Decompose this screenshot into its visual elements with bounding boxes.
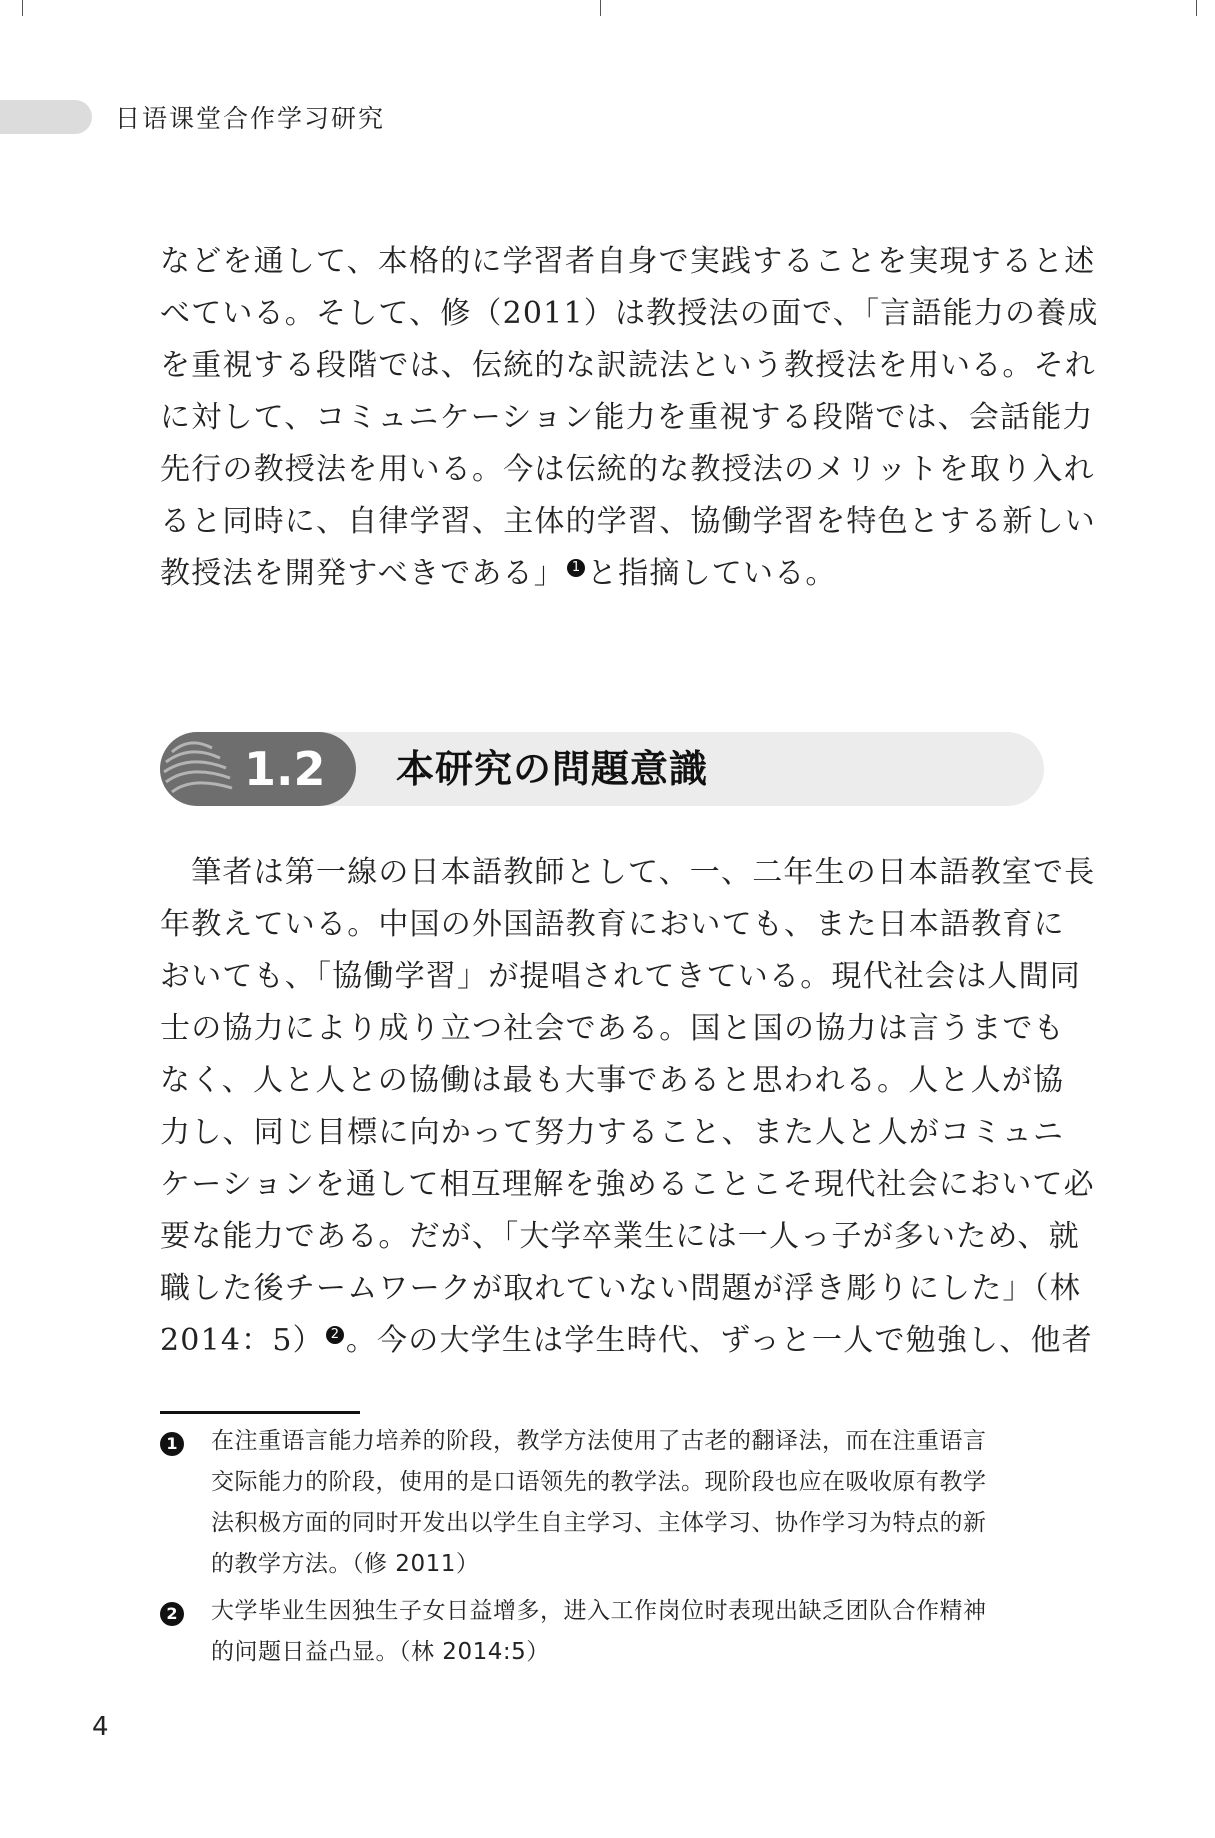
- text-line: ケーションを通して相互理解を強めることこそ現代社会において必: [160, 1167, 1095, 1202]
- text-fragment: 。今の大学生は学生時代、ずっと一人で勉強し、他者: [345, 1323, 1093, 1358]
- page-number: 4: [92, 1712, 109, 1742]
- text-line: 年教えている。中国の外国語教育においても、また日本語教育に: [160, 907, 1065, 942]
- section-title: 本研究の問題意識: [396, 747, 709, 791]
- text-line: 先行の教授法を用いる。今は伝統的な教授法のメリットを取り入れ: [160, 452, 1095, 487]
- footnote-line: 的教学方法。（修 2011）: [211, 1551, 480, 1577]
- text-line: 力し、同じ目標に向かって努力すること、また人と人がコミュニ: [160, 1115, 1065, 1150]
- text-fragment: 2014：5）: [160, 1323, 324, 1358]
- footnote-line: 大学毕业生因独生子女日益增多，进入工作岗位时表现出缺乏团队合作精神: [211, 1598, 987, 1624]
- footnote-divider: [160, 1411, 360, 1414]
- section-number: 1.2: [244, 742, 326, 796]
- wave-ornament-icon: [160, 732, 250, 806]
- text-line: [160, 1315, 1093, 1367]
- paragraph-2: [160, 847, 1096, 1367]
- text-fragment: と指摘している。: [587, 556, 837, 591]
- text-line: 要な能力である。だが、「大学卒業生には一人っ子が多いため、就: [160, 1219, 1080, 1254]
- crop-mark-left: [22, 0, 23, 16]
- footnote-reference-2[interactable]: 2: [326, 1326, 344, 1344]
- footnote-line: 交际能力的阶段，使用的是口语领先的教学法。现阶段也应在吸收原有教学: [211, 1469, 987, 1495]
- text-line: 筆者は第一線の日本語教師として、一、二年生の日本語教室で長: [160, 855, 1096, 890]
- footnote-text: [211, 1591, 1044, 1673]
- text-line: を重視する段階では、伝統的な訳読法という教授法を用いる。それ: [160, 348, 1096, 383]
- footnote-reference-1[interactable]: 1: [567, 559, 585, 577]
- text-line: 士の協力により成り立つ社会である。国と国の協力は言うまでも: [160, 1011, 1065, 1046]
- text-line: などを通して、本格的に学習者自身で実践することを実現すると述: [160, 244, 1096, 279]
- text-line: 職した後チームワークが取れていない問題が浮き彫りにした」（林: [160, 1271, 1081, 1306]
- footnote-line: 法积极方面的同时开发出以学生自主学习、主体学习、协作学习为特点的新: [211, 1510, 987, 1536]
- footnote-line: 在注重语言能力培养的阶段，教学方法使用了古老的翻译法，而在注重语言: [211, 1428, 987, 1454]
- footnote-line: 的问题日益凸显。（林 2014:5）: [211, 1639, 550, 1665]
- paragraph-1: [160, 236, 1099, 600]
- text-line: ると同時に、自律学習、主体的学習、協働学習を特色とする新しい: [160, 504, 1096, 539]
- text-fragment: 教授法を開発すべきである」: [160, 556, 565, 591]
- text-line: おいても、「協働学習」が提唱されてきている。現代社会は人間同: [160, 959, 1081, 994]
- footnote-text: [211, 1421, 1044, 1585]
- crop-mark-center: [600, 0, 601, 16]
- text-line: べている。そして、修（2011）は教授法の面で、「言語能力の養成: [160, 296, 1099, 331]
- text-line: なく、人と人との協働は最も大事であると思われる。人と人が協: [160, 1063, 1065, 1098]
- footnote-marker: 2: [160, 1602, 184, 1626]
- running-head-tab: [0, 100, 92, 134]
- section-number-badge: [160, 732, 356, 806]
- text-line: [160, 548, 1044, 600]
- crop-mark-right: [1196, 0, 1197, 16]
- section-heading: [160, 732, 1044, 806]
- footnote-marker: 1: [160, 1432, 184, 1456]
- text-line: に対して、コミュニケーション能力を重視する段階では、会話能力: [160, 400, 1094, 435]
- running-head: 日语课堂合作学习研究: [115, 104, 386, 133]
